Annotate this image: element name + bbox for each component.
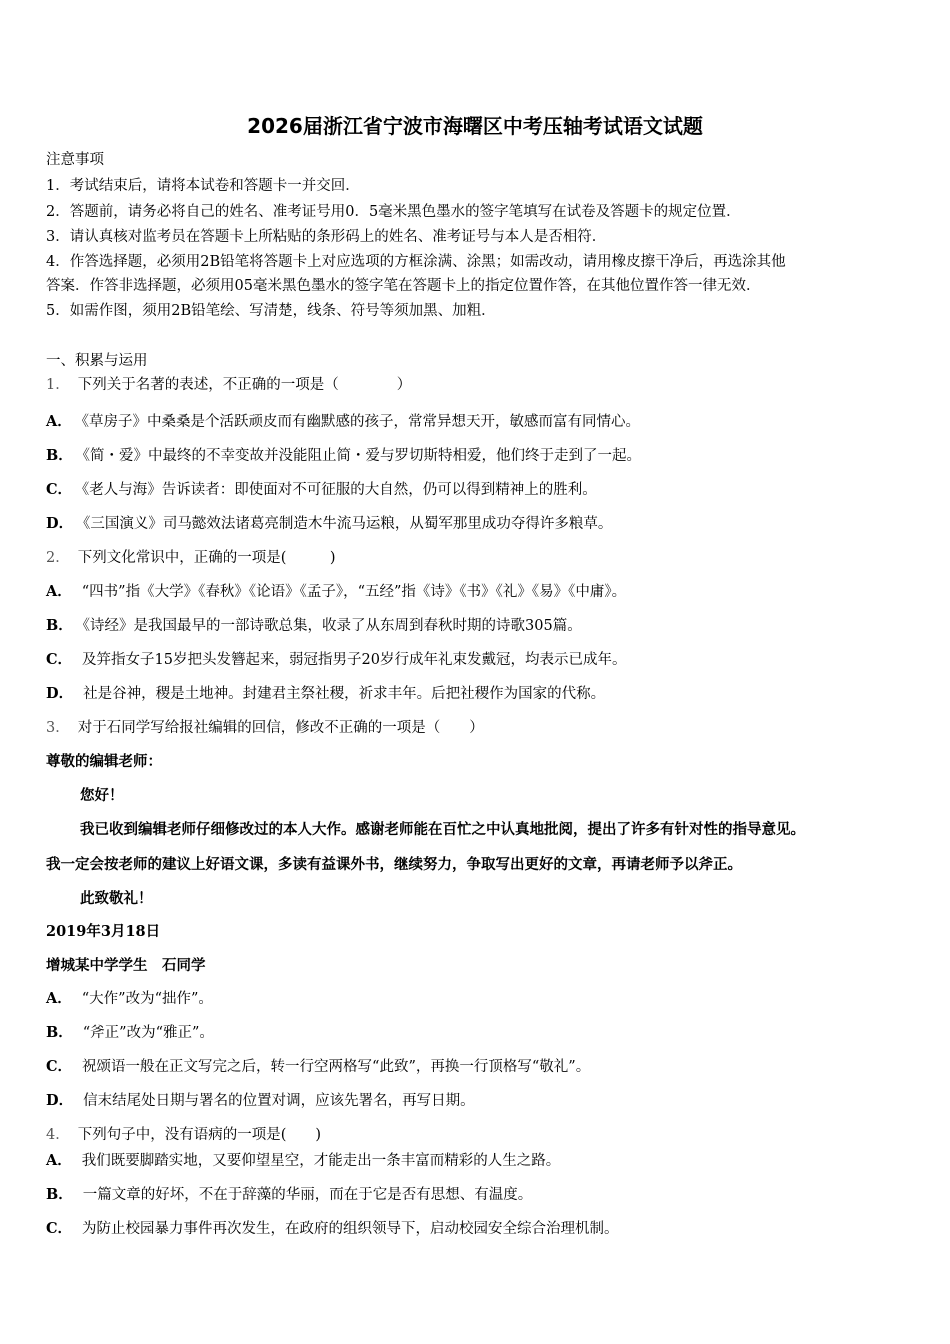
notice-item: 3．请认真核对监考员在答题卡上所粘贴的条形码上的姓名、准考证号与本人是否相符． — [46, 229, 607, 245]
q4-option-b: B． 一篇文章的好坏，不在于辞藻的华丽，而在于它是否有思想、有温度。 — [46, 1186, 533, 1203]
question-number: 3． — [46, 720, 70, 736]
letter-body: 我已收到编辑老师仔细修改过的本人大作。感谢老师能在百忙之中认真地批阅，提出了许多有针对性的指导意见。 — [80, 821, 805, 838]
notice-heading: 注意事项 — [46, 152, 104, 168]
question-4 — [46, 1125, 321, 1145]
question-2 — [46, 548, 336, 568]
q1-option-c: C． 《老人与海》告诉读者：即使面对不可征服的大自然，仍可以得到精神上的胜利。 — [46, 481, 597, 498]
q3-option-b: B． “斧正”改为“雅正”。 — [46, 1024, 214, 1041]
question-number: 2． — [46, 550, 70, 566]
q4-option-c: C． 为防止校园暴力事件再次发生，在政府的组织领导下，启动校园安全综合治理机制。 — [46, 1220, 619, 1237]
q1-option-a: A． 《草房子》中桑桑是个活跃顽皮而有幽默感的孩子，常常异想天开，敏感而富有同情心。 — [46, 413, 641, 430]
question-text: 下列文化常识中，正确的一项是( ) — [77, 550, 336, 566]
notice-item: 1．考试结束后，请将本试卷和答题卡一并交回． — [46, 178, 360, 194]
notice-item: 4．作答选择题，必须用2B铅笔将答题卡上对应选项的方框涂满、涂黑；如需改动，请用橡皮擦干净后，再选涂其他 — [46, 254, 786, 270]
q2-option-d: D． 社是谷神，稷是土地神。封建君主祭社稷，祈求丰年。后把社稷作为国家的代称。 — [46, 685, 606, 702]
letter-salutation: 尊敬的编辑老师： — [46, 753, 162, 770]
letter-date: 2019年3月18日 — [46, 923, 161, 940]
q2-option-a: A． “四书”指《大学》《春秋》《论语》《孟子》，“五经”指《诗》《书》《礼》《易》《中庸》。 — [46, 583, 627, 600]
q2-option-c: C． 及笄指女子15岁把头发簪起来，弱冠指男子20岁行成年礼束发戴冠，均表示已成年。 — [46, 651, 627, 668]
q2-option-b: B． 《诗经》是我国最早的一部诗歌总集，收录了从东周到春秋时期的诗歌305篇。 — [46, 617, 582, 634]
q3-option-a: A． “大作”改为“拙作”。 — [46, 990, 213, 1007]
question-number: 4． — [46, 1127, 70, 1143]
notice-item: 答案．作答非选择题，必须用05毫米黑色墨水的签字笔在答题卡上的指定位置作答，在其他位置作答一律无效． — [46, 278, 761, 294]
question-text: 对于石同学写给报社编辑的回信，修改不正确的一项是（ ） — [77, 720, 484, 736]
q1-option-b: B． 《简・爱》中最终的不幸变故并没能阻止简・爱与罗切斯特相爱，他们终于走到了一起。 — [46, 447, 642, 464]
q1-option-d: D． 《三国演义》司马懿效法诸葛亮制造木牛流马运粮，从蜀军那里成功夺得许多粮草。 — [46, 515, 613, 532]
letter-greeting: 您好！ — [80, 787, 124, 804]
question-text: 下列句子中，没有语病的一项是( ) — [77, 1127, 322, 1143]
question-text: 下列关于名著的表述，不正确的一项是（ ） — [77, 377, 412, 393]
question-3 — [46, 718, 484, 738]
q3-option-c: C． 祝颂语一般在正文写完之后，转一行空两格写“此致”，再换一行顶格写“敬礼”。 — [46, 1058, 591, 1075]
letter-signature: 增城某中学学生 石同学 — [46, 957, 206, 974]
question-number: 1． — [46, 377, 70, 393]
q4-option-a: A． 我们既要脚踏实地，又要仰望星空，才能走出一条丰富而精彩的人生之路。 — [46, 1152, 561, 1169]
q3-option-d: D． 信末结尾处日期与署名的位置对调，应该先署名，再写日期。 — [46, 1092, 475, 1109]
notice-item: 5．如需作图，须用2B铅笔绘、写清楚，线条、符号等须加黑、加粗． — [46, 303, 496, 319]
section-heading: 一、积累与运用 — [46, 353, 148, 369]
letter-closing: 此致敬礼！ — [80, 890, 153, 907]
question-1 — [46, 375, 411, 395]
page-title: 2026届浙江省宁波市海曙区中考压轴考试语文试题 — [247, 114, 703, 138]
letter-body: 我一定会按老师的建议上好语文课，多读有益课外书，继续努力，争取写出更好的文章，再请老师予以斧正。 — [46, 856, 742, 873]
notice-item: 2．答题前，请务必将自己的姓名、准考证号用0．5毫米黑色墨水的签字笔填写在试卷及答题卡的规定位置． — [46, 204, 741, 220]
